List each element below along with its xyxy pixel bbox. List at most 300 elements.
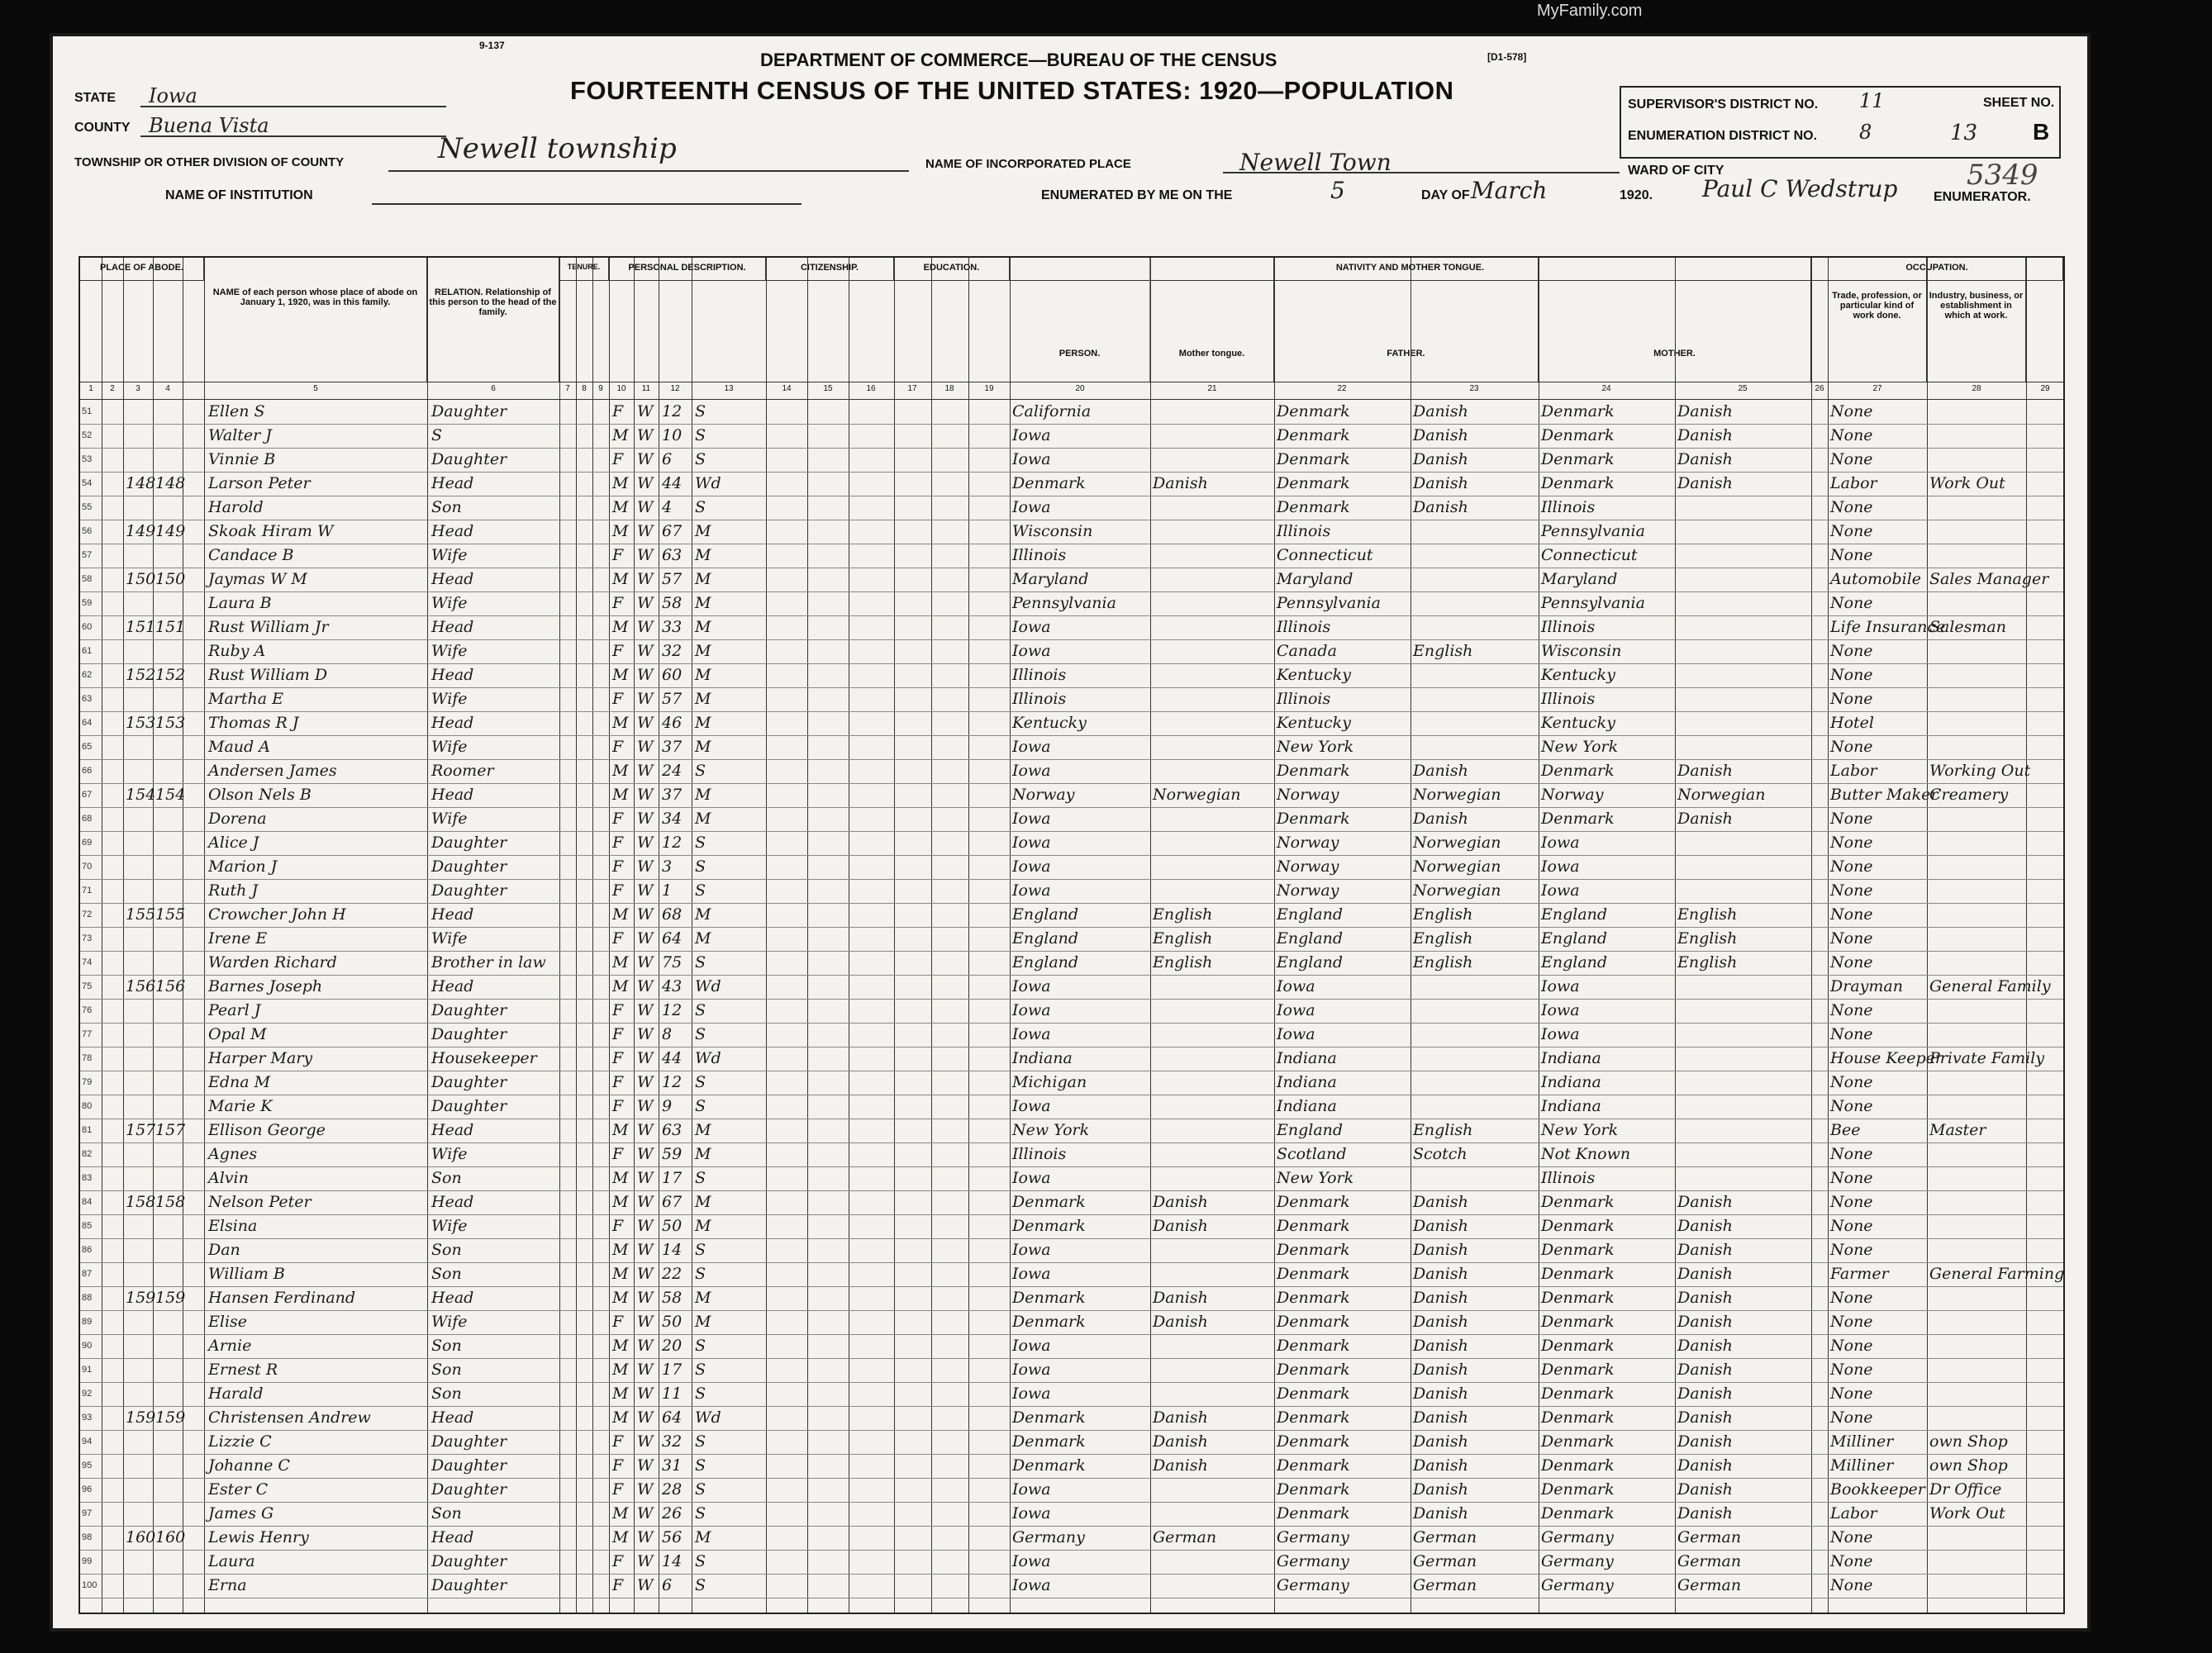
mother-tongue	[1153, 1503, 1272, 1524]
industry	[1929, 1527, 2024, 1548]
mother-tongue	[1153, 401, 1272, 422]
birthplace: Denmark	[1012, 1313, 1086, 1331]
birthplace: Denmark	[1012, 1217, 1086, 1235]
line-number: 55	[82, 502, 93, 512]
occupation: None	[1830, 522, 1873, 540]
age: 59	[662, 1145, 683, 1163]
relation: Daughter	[431, 450, 507, 468]
sex: M	[612, 1241, 629, 1259]
industry: Working Out	[1929, 762, 2031, 780]
father-birthplace: Scotland	[1277, 1145, 1347, 1163]
person-name: Ester C	[208, 1480, 269, 1499]
mother-birthplace: Denmark	[1541, 402, 1615, 420]
sex: F	[612, 1552, 624, 1570]
line-number: 78	[82, 1053, 93, 1063]
mother-birthplace: Germany	[1541, 1576, 1614, 1594]
birthplace: California	[1012, 402, 1092, 420]
family-number	[155, 1336, 182, 1356]
father-tongue: English	[1413, 953, 1473, 971]
father-birthplace: Denmark	[1277, 1193, 1350, 1211]
father-tongue	[1413, 1048, 1537, 1069]
person-name: Larson Peter	[208, 474, 311, 492]
family-number	[155, 952, 182, 973]
dwelling-number	[126, 1216, 152, 1237]
age: 44	[662, 1049, 683, 1067]
race: W	[637, 618, 654, 636]
line-number: 81	[82, 1125, 93, 1135]
mother-tongue	[1153, 1551, 1272, 1572]
mother-birthplace: Denmark	[1541, 1480, 1615, 1499]
industry	[1929, 1072, 2024, 1093]
institution-label: NAME OF INSTITUTION	[165, 188, 313, 202]
mother-tongue	[1153, 976, 1272, 997]
mother-tongue	[1153, 521, 1272, 542]
age: 24	[662, 762, 683, 780]
occupation: None	[1830, 857, 1873, 876]
dwelling-number	[126, 449, 152, 470]
occupation: Drayman	[1830, 977, 1903, 995]
institution-line	[372, 203, 802, 205]
table-row	[80, 1550, 2063, 1575]
mother-birthplace: Denmark	[1541, 1408, 1615, 1427]
race: W	[637, 977, 654, 995]
family-number	[155, 1503, 182, 1524]
dwelling-number	[126, 1336, 152, 1356]
mother-tongue	[1153, 1480, 1272, 1500]
birthplace: Iowa	[1012, 1576, 1051, 1594]
table-row	[80, 1310, 2063, 1335]
mother-birthplace: Illinois	[1541, 498, 1596, 516]
age: 8	[662, 1025, 673, 1043]
person-name: Vinnie B	[208, 450, 276, 468]
sex: M	[612, 426, 629, 444]
dwelling-number	[126, 1480, 152, 1500]
person-name: Nelson Peter	[208, 1193, 312, 1211]
sex: F	[612, 834, 624, 852]
mother-tongue	[1153, 593, 1272, 614]
family-number: 151	[155, 618, 186, 636]
father-tongue: Danish	[1413, 474, 1468, 492]
marital-status: M	[695, 690, 711, 708]
mother-mother-tongue: Danish	[1677, 402, 1733, 420]
family-number	[155, 857, 182, 877]
mother-tongue: Danish	[1153, 1313, 1208, 1331]
father-birthplace: Kentucky	[1277, 666, 1351, 684]
family-number: 153	[155, 714, 186, 732]
table-row	[80, 1071, 2063, 1095]
occupation: Life Insurance	[1830, 618, 1946, 636]
sex: M	[612, 1121, 629, 1139]
relation: Head	[431, 714, 474, 732]
table-row	[80, 879, 2063, 904]
line-number: 66	[82, 766, 93, 776]
mother-birthplace: Kentucky	[1541, 714, 1615, 732]
occupation: None	[1830, 498, 1873, 516]
dwelling-number: 159	[126, 1408, 156, 1427]
state-label: STATE	[74, 91, 117, 105]
father-tongue	[1413, 689, 1537, 710]
birthplace: Iowa	[1012, 762, 1051, 780]
occupation: Labor	[1830, 1504, 1877, 1522]
father-tongue: German	[1413, 1528, 1477, 1546]
birthplace: Iowa	[1012, 1361, 1051, 1379]
mother-mother-tongue: English	[1677, 929, 1738, 948]
mother-birthplace: Denmark	[1541, 1217, 1615, 1235]
citizenship-group-header: CITIZENSHIP.	[766, 258, 894, 281]
birthplace: Iowa	[1012, 618, 1051, 636]
family-number	[155, 545, 182, 566]
father-birthplace: Norway	[1277, 857, 1339, 876]
father-tongue	[1413, 617, 1537, 638]
table-row	[80, 711, 2063, 736]
mother-birthplace: Wisconsin	[1541, 642, 1622, 660]
race: W	[637, 642, 654, 660]
column-number: 23	[1469, 384, 1479, 393]
mother-mother-tongue	[1677, 593, 1810, 614]
person-name: Thomas R J	[208, 714, 299, 732]
mother-mother-tongue	[1677, 1048, 1810, 1069]
occupation: None	[1830, 1001, 1873, 1019]
mother-tongue	[1153, 881, 1272, 901]
line-number: 94	[82, 1437, 93, 1446]
column-number: 5	[313, 384, 318, 393]
mother-mother-tongue: Danish	[1677, 1313, 1733, 1331]
birthplace: Michigan	[1012, 1073, 1087, 1091]
column-number: 25	[1738, 384, 1748, 393]
mother-mother-tongue: Danish	[1677, 1217, 1733, 1235]
industry	[1929, 1384, 2024, 1404]
marital-status: S	[695, 1456, 706, 1475]
occupation: None	[1830, 1552, 1873, 1570]
line-number: 65	[82, 742, 93, 752]
mother-birthplace: Iowa	[1541, 834, 1580, 852]
mother-mother-tongue	[1677, 976, 1810, 997]
age: 17	[662, 1361, 683, 1379]
relation: Head	[431, 1289, 474, 1307]
table-row	[80, 1119, 2063, 1143]
person-name: Andersen James	[208, 762, 337, 780]
mother-birthplace: Pennsylvania	[1541, 594, 1645, 612]
birthplace: Denmark	[1012, 1289, 1086, 1307]
mother-birthplace: Connecticut	[1541, 546, 1638, 564]
table-row	[80, 855, 2063, 880]
industry	[1929, 689, 2024, 710]
dwelling-number	[126, 1024, 152, 1045]
mother-mother-tongue	[1677, 617, 1810, 638]
line-number: 56	[82, 526, 93, 536]
family-number	[155, 1551, 182, 1572]
mother-tongue	[1153, 833, 1272, 853]
mother-mother-tongue	[1677, 545, 1810, 566]
marital-status: S	[695, 834, 706, 852]
occupation: None	[1830, 1337, 1873, 1355]
line-number: 51	[82, 406, 93, 416]
father-birthplace: Pennsylvania	[1277, 594, 1381, 612]
industry	[1929, 449, 2024, 470]
occupation: None	[1830, 1408, 1873, 1427]
line-number: 98	[82, 1532, 93, 1542]
industry	[1929, 1192, 2024, 1213]
mother-birthplace: Denmark	[1541, 1337, 1615, 1355]
age: 28	[662, 1480, 683, 1499]
father-tongue	[1413, 976, 1537, 997]
dwelling-number	[126, 1168, 152, 1189]
family-number	[155, 641, 182, 662]
mother-birthplace: Maryland	[1541, 570, 1618, 588]
relation: Head	[431, 474, 474, 492]
person-name: Christensen Andrew	[208, 1408, 371, 1427]
family-number	[155, 1360, 182, 1380]
relation: Son	[431, 1169, 462, 1187]
birthplace: Iowa	[1012, 1265, 1051, 1283]
mother-birthplace: Denmark	[1541, 1313, 1615, 1331]
occupation: None	[1830, 881, 1873, 900]
marital-status: S	[695, 1432, 706, 1451]
occupation: Farmer	[1830, 1265, 1889, 1283]
father-birthplace: Denmark	[1277, 1504, 1350, 1522]
person-name: Dan	[208, 1241, 240, 1259]
table-row	[80, 400, 2063, 425]
occupation: None	[1830, 1145, 1873, 1163]
father-birthplace: Denmark	[1277, 474, 1350, 492]
mother-birthplace: Not Known	[1541, 1145, 1631, 1163]
enumerated-month: March	[1471, 177, 1548, 204]
age: 50	[662, 1217, 683, 1235]
mother-birthplace: Iowa	[1541, 1001, 1580, 1019]
race: W	[637, 953, 654, 971]
occupation: None	[1830, 929, 1873, 948]
mother-tongue	[1153, 1096, 1272, 1117]
dwelling-number	[126, 1072, 152, 1093]
table-row	[80, 1382, 2063, 1407]
age: 43	[662, 977, 683, 995]
marital-status: M	[695, 1145, 711, 1163]
father-header: FATHER.	[1274, 258, 1539, 382]
line-number: 82	[82, 1149, 93, 1159]
mother-mother-tongue	[1677, 1072, 1810, 1093]
mother-tongue	[1153, 1240, 1272, 1261]
mother-tongue: Danish	[1153, 1408, 1208, 1427]
father-tongue: Danish	[1413, 1265, 1468, 1283]
relation: Daughter	[431, 402, 507, 420]
mother-mother-tongue: Danish	[1677, 810, 1733, 828]
enumerated-day: 5	[1330, 177, 1345, 204]
line-number: 75	[82, 981, 93, 991]
place-line	[1223, 172, 1620, 173]
mother-birthplace: New York	[1541, 738, 1619, 756]
occupation: None	[1830, 1385, 1873, 1403]
father-birthplace: Indiana	[1277, 1049, 1337, 1067]
table-row	[80, 1526, 2063, 1551]
industry	[1929, 497, 2024, 518]
marital-status: M	[695, 1217, 711, 1235]
dwelling-number: 153	[126, 714, 156, 732]
mother-birthplace: Iowa	[1541, 857, 1580, 876]
mother-mother-tongue: Danish	[1677, 1193, 1733, 1211]
mother-birthplace: Pennsylvania	[1541, 522, 1645, 540]
table-row	[80, 1238, 2063, 1263]
mother-birthplace: Denmark	[1541, 1361, 1615, 1379]
race: W	[637, 474, 654, 492]
occupation: None	[1830, 642, 1873, 660]
birthplace: Denmark	[1012, 1193, 1086, 1211]
age: 6	[662, 450, 673, 468]
race: W	[637, 546, 654, 564]
industry	[1929, 401, 2024, 422]
mother-tongue	[1153, 1336, 1272, 1356]
father-birthplace: Connecticut	[1277, 546, 1373, 564]
occupation: None	[1830, 1528, 1873, 1546]
race: W	[637, 1528, 654, 1546]
sex: M	[612, 714, 629, 732]
relation: Brother in law	[431, 953, 546, 971]
birthplace: Wisconsin	[1012, 522, 1093, 540]
father-birthplace: Denmark	[1277, 1480, 1350, 1499]
marital-status: M	[695, 1528, 711, 1546]
family-number	[155, 1575, 182, 1596]
line-number: 71	[82, 886, 93, 895]
line-number: 72	[82, 910, 93, 919]
mother-tongue	[1153, 737, 1272, 758]
table-row	[80, 568, 2063, 592]
sex: M	[612, 1361, 629, 1379]
mother-mother-tongue	[1677, 1024, 1810, 1045]
sex: F	[612, 1432, 624, 1451]
industry	[1929, 833, 2024, 853]
father-tongue: Danish	[1413, 1193, 1468, 1211]
person-name: Harper Mary	[208, 1049, 313, 1067]
dwelling-number: 149	[126, 522, 156, 540]
line-number: 70	[82, 862, 93, 872]
father-tongue: English	[1413, 642, 1473, 660]
race: W	[637, 1073, 654, 1091]
age: 4	[662, 498, 673, 516]
dwelling-number	[126, 1575, 152, 1596]
enumerator-label: ENUMERATOR.	[1934, 190, 2031, 204]
dwelling-number	[126, 1048, 152, 1069]
relation: Daughter	[431, 881, 507, 900]
age: 12	[662, 402, 683, 420]
father-tongue: Danish	[1413, 498, 1468, 516]
mother-mother-tongue: Danish	[1677, 1337, 1733, 1355]
mother-birthplace: New York	[1541, 1121, 1619, 1139]
sex: F	[612, 929, 624, 948]
table-row	[80, 1047, 2063, 1071]
father-tongue: Danish	[1413, 1241, 1468, 1259]
relation: Daughter	[431, 1097, 507, 1115]
father-birthplace: Denmark	[1277, 1456, 1350, 1475]
relation: Wife	[431, 929, 468, 948]
table-row	[80, 783, 2063, 808]
mother-tongue	[1153, 1144, 1272, 1165]
dwelling-number	[126, 1384, 152, 1404]
age: 56	[662, 1528, 683, 1546]
father-tongue	[1413, 1168, 1537, 1189]
father-birthplace: Denmark	[1277, 1241, 1350, 1259]
dwelling-number	[126, 1000, 152, 1021]
father-birthplace: Germany	[1277, 1576, 1349, 1594]
race: W	[637, 1241, 654, 1259]
age: 63	[662, 546, 683, 564]
father-tongue: Danish	[1413, 810, 1468, 828]
column-number: 22	[1337, 384, 1347, 393]
mother-mother-tongue: Danish	[1677, 450, 1733, 468]
race: W	[637, 762, 654, 780]
mother-mother-tongue	[1677, 569, 1810, 590]
father-tongue: Norwegian	[1413, 857, 1501, 876]
marital-status: M	[695, 642, 711, 660]
marital-status: S	[695, 1552, 706, 1570]
dwelling-number	[126, 1312, 152, 1332]
birthplace: Indiana	[1012, 1049, 1073, 1067]
industry: own Shop	[1929, 1456, 2008, 1475]
mother-tongue	[1153, 689, 1272, 710]
age: 37	[662, 786, 683, 804]
marital-status: S	[695, 881, 706, 900]
father-birthplace: Denmark	[1277, 450, 1350, 468]
mother-tongue	[1153, 641, 1272, 662]
name-column-header: NAME of each person whose place of abode on January 1, 1920, was in this family.	[204, 258, 427, 382]
relation: Head	[431, 618, 474, 636]
mother-mother-tongue: Danish	[1677, 1480, 1733, 1499]
occupation: None	[1830, 1097, 1873, 1115]
father-birthplace: Indiana	[1277, 1097, 1337, 1115]
industry	[1929, 425, 2024, 446]
relation: Head	[431, 977, 474, 995]
mother-tongue	[1153, 1048, 1272, 1069]
father-tongue: Danish	[1413, 1408, 1468, 1427]
dwelling-number	[126, 425, 152, 446]
mother-tongue	[1153, 449, 1272, 470]
mother-birthplace: Indiana	[1541, 1049, 1601, 1067]
birthplace: Iowa	[1012, 642, 1051, 660]
nativity-group-header: NATIVITY AND MOTHER TONGUE.	[1010, 258, 1811, 281]
industry	[1929, 857, 2024, 877]
marital-status: S	[695, 953, 706, 971]
race: W	[637, 1337, 654, 1355]
department-title: DEPARTMENT OF COMMERCE—BUREAU OF THE CENSUS	[760, 50, 1277, 70]
personal-group-header: PERSONAL DESCRIPTION.	[609, 258, 766, 281]
age: 33	[662, 618, 683, 636]
occupation: Milliner	[1830, 1432, 1894, 1451]
mother-mother-tongue	[1677, 833, 1810, 853]
industry	[1929, 665, 2024, 686]
dwelling-number: 154	[126, 786, 156, 804]
relation: Son	[431, 1385, 462, 1403]
table-row	[80, 1286, 2063, 1311]
line-number: 90	[82, 1341, 93, 1351]
relation: Housekeeper	[431, 1049, 537, 1067]
industry: Dr Office	[1929, 1480, 2002, 1499]
table-row	[80, 1142, 2063, 1167]
father-birthplace: New York	[1277, 738, 1354, 756]
marital-status: S	[695, 1504, 706, 1522]
occupation: None	[1830, 1073, 1873, 1091]
person-name: Warden Richard	[208, 953, 337, 971]
birthplace: Iowa	[1012, 1097, 1051, 1115]
person-name: Lizzie C	[208, 1432, 272, 1451]
mother-tongue: Danish	[1153, 1432, 1208, 1451]
column-number: 17	[907, 384, 917, 393]
line-number: 63	[82, 694, 93, 704]
table-row	[80, 496, 2063, 520]
birthplace: Iowa	[1012, 1001, 1051, 1019]
line-number: 61	[82, 646, 93, 656]
mother-birthplace: Denmark	[1541, 1504, 1615, 1522]
table-row	[80, 831, 2063, 856]
county-label: COUNTY	[74, 121, 131, 135]
sex: M	[612, 786, 629, 804]
